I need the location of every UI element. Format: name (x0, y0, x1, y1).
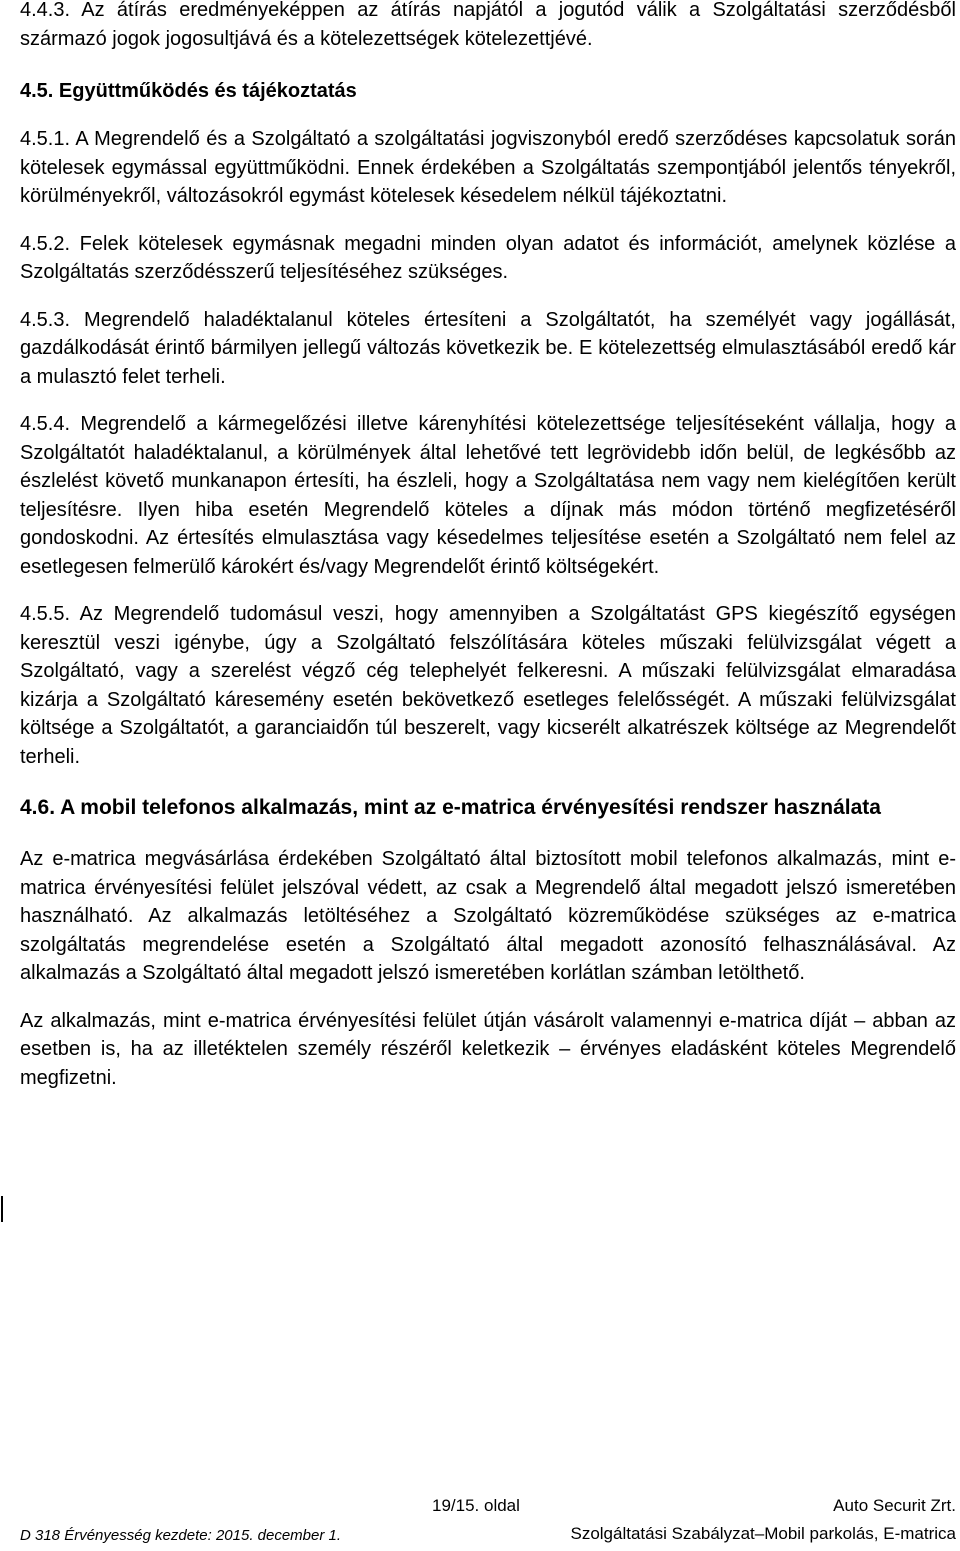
document-page (20, 0, 956, 1092)
company-name: Auto Securit Zrt. (833, 1496, 956, 1515)
document-title: Szolgáltatási Szabályzat–Mobil parkolás, E-matrica (570, 1524, 956, 1543)
section-heading-4-6: 4.6. A mobil telefonos alkalmazás, mint az e-matrica érvényesítési rendszer használata (20, 796, 881, 819)
revision-change-bar (1, 1196, 3, 1222)
paragraph-4-4-3: 4.4.3. Az átírás eredményeképpen az átírás napjától a jogutód válik a Szolgáltatási szerződésből származó jogok jogosultjává és a kötelezettségek kötelezettjévé. (20, 0, 956, 50)
document-id: D 318 Érvényesség kezdete: 2015. december 1. (20, 1527, 342, 1544)
paragraph-4-6-2: Az alkalmazás, mint e-matrica érvényesítési felület útján vásárolt valamennyi e-matrica díját – abban az esetben is, ha az illetéktelen személy részéről keletkezik – érvényes eladásként köteles Megrendelő megfizetni. (20, 1009, 956, 1089)
paragraph-4-6-1: Az e-matrica megvásárlása érdekében Szolgáltató által biztosított mobil telefonos alkalmazás, mint e-matrica érvényesítési felület jelszóval védett, az csak a Megrendelő által megadott jelszó ismeretében használható. Az alkalmazás letöltéséhez a Szolgáltató közreműködése szükséges az e-matrica szolgáltatás megrendelése esetén a Szolgáltató által megadott azonosító felhasználásával. Az alkalmazás a Szolgáltató által megadott jelszó ismeretében korlátlan számban letölthető. (20, 848, 956, 984)
footer-top-row (20, 1496, 956, 1520)
paragraph-4-5-1: 4.5.1. A Megrendelő és a Szolgáltató a szolgáltatási jogviszonyból eredő szerződéses kapcsolatuk során kötelesek egymással együttműködni. Ennek érdekében a Szolgáltatás szempontjából jelentős tényekről, körülményekről, változásokról egymást kötelesek késedelem nélkül tájékoztatni. (20, 128, 956, 207)
page-number: 19/15. oldal (432, 1496, 520, 1515)
paragraph-4-5-2: 4.5.2. Felek kötelesek egymásnak megadni minden olyan adatot és információt, amelynek közlése a Szolgáltatás szerződésszerű teljesítéséhez szükséges. (20, 232, 956, 283)
page-footer (20, 1496, 956, 1551)
paragraph-4-5-5: 4.5.5. Az Megrendelő tudomásul veszi, hogy amennyiben a Szolgáltatást GPS kiegészítő egységen keresztül veszi igénybe, úgy a Szolgáltató felszólítására köteles műszaki felülvizsgálat végett a Szolgáltató, vagy a szerelést végző cég telephelyét felkeresni. A műszaki felülvizsgálat elmaradása kizárja a Szolgáltató káresemény esetén bekövetkező esetleges felelősségét. A műszaki felülvizsgálat költsége a Szolgáltatót, a garanciaidőn túl beszerelt, vagy kicserélt alkatrészek költsége az Megrendelőt terheli. (20, 603, 956, 768)
paragraph-4-5-4: 4.5.4. Megrendelő a kármegelőzési illetve kárenyhítési kötelezettsége teljesítéseként vállalja, hogy a Szolgáltatót haladéktalanul, a körülmények által lehetővé tett legrövidebb időn belül, de legkésőbb az észlelést követő munkanapon értesíti, ha észleli, hogy a Szolgáltatása nem vagy nem kielégítően került teljesítésre. Ilyen hiba esetén Megrendelő köteles a díjnak más módon történő megfizetéséről gondoskodni. Az értesítés elmulasztása vagy késedelmes teljesítése esetén a Szolgáltató nem felel az esetlegesen felmerülő károkért és/vagy Megrendelőt érintő költségekért. (20, 413, 956, 578)
paragraph-4-5-3: 4.5.3. Megrendelő haladéktalanul köteles értesíteni a Szolgáltatót, ha személyét vagy jogállását, gazdálkodását érintő bármilyen jellegű változás következik be. E kötelezettség elmulasztásából eredő kár a mulasztó felet terheli. (20, 308, 956, 388)
footer-bottom-row (20, 1524, 956, 1548)
section-heading-4-5: 4.5. Együttműködés és tájékoztatás (20, 80, 357, 102)
